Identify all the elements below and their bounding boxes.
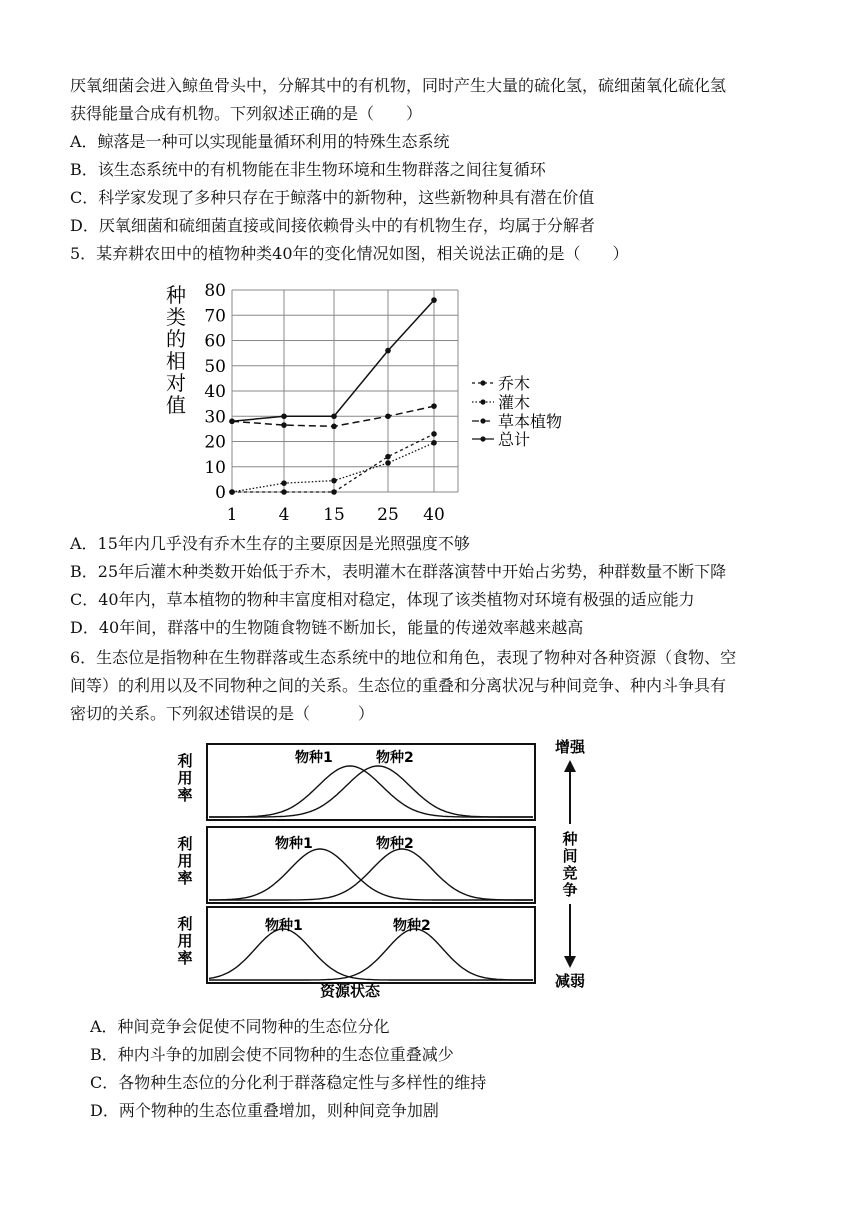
arrow-mid-label-char: 竞 xyxy=(562,864,578,882)
q4-option-c: C．科学家发现了多种只存在于鲸落中的新物种，这些新物种具有潜在价值 xyxy=(70,188,595,207)
x-tick-label: 1 xyxy=(226,505,238,525)
arrow-mid-label-char: 间 xyxy=(562,847,578,865)
competition-arrow xyxy=(555,738,586,990)
legend-label: 灌木 xyxy=(498,393,531,412)
q5-option-c: C．40年内，草本植物的物种丰富度相对稳定，体现了该类植物对环境有极强的适应能力 xyxy=(70,590,695,609)
arrow-up-head xyxy=(564,760,576,772)
data-point xyxy=(385,460,391,466)
y-axis-label-char: 用 xyxy=(177,769,193,787)
chart-y-axis-label xyxy=(166,283,186,417)
y-axis-label-char: 的 xyxy=(166,327,186,351)
data-point xyxy=(229,419,235,425)
arrow-down-head xyxy=(564,956,576,968)
legend-label: 乔木 xyxy=(498,374,531,393)
q6-stem-line-3: 密切的关系。下列叙述错误的是（ ） xyxy=(70,704,375,723)
data-point xyxy=(431,440,437,446)
legend-marker xyxy=(480,399,485,404)
chart-series xyxy=(229,297,437,495)
y-axis-label-char: 率 xyxy=(177,869,193,887)
y-tick-label: 10 xyxy=(204,457,226,478)
y-axis-label-char: 用 xyxy=(177,932,193,950)
y-tick-label: 80 xyxy=(204,281,226,301)
x-tick-label: 4 xyxy=(278,505,290,525)
y-tick-label: 30 xyxy=(204,407,226,428)
data-point xyxy=(229,489,235,495)
data-point xyxy=(281,422,287,428)
q4-stem-line-1: 厌氧细菌会进入鲸鱼骨头中，分解其中的有机物，同时产生大量的硫化氢，硫细菌氧化硫化氢 xyxy=(70,76,727,95)
niche-panel-frame xyxy=(207,744,535,820)
y-axis-label-char: 率 xyxy=(177,786,193,804)
y-axis-label-char: 相 xyxy=(166,349,186,373)
y-axis-label-char: 值 xyxy=(166,393,186,417)
series-line-2 xyxy=(232,443,434,492)
legend-marker xyxy=(480,418,485,423)
q6-option-a: A．种间竞争会促使不同物种的生态位分化 xyxy=(90,1017,390,1036)
utilization-curve-species-2 xyxy=(209,766,533,817)
niche-panel-frame xyxy=(207,827,535,903)
niche-panels xyxy=(176,744,535,983)
q5-stem: 5．某弃耕农田中的植物种类40年的变化情况如图，相关说法正确的是（ ） xyxy=(70,244,629,263)
q4-option-d: D．厌氧细菌和硫细菌直接或间接依赖骨头中的有机物生存，均属于分解者 xyxy=(70,216,595,235)
chart-y-ticks xyxy=(204,281,226,503)
niche-overlap-diagram xyxy=(165,734,610,1004)
y-tick-label: 50 xyxy=(204,356,226,377)
utilization-curve-species-1 xyxy=(209,849,533,900)
y-axis-label-char: 类 xyxy=(166,305,186,329)
y-axis-label-char: 种 xyxy=(166,283,186,307)
chart-legend xyxy=(472,374,562,449)
y-axis-label-char: 对 xyxy=(166,371,186,395)
q6-stem-line-2: 间等）的利用以及不同物种之间的关系。生态位的重叠和分离状况与种间竞争、种内斗争具有 xyxy=(70,676,727,695)
plant-species-line-chart xyxy=(160,272,600,528)
utilization-curve-species-1 xyxy=(209,929,533,980)
chart-grid xyxy=(232,290,458,492)
x-tick-label: 25 xyxy=(377,505,399,525)
y-tick-label: 0 xyxy=(215,483,226,503)
arrow-top-label: 增强 xyxy=(554,738,586,756)
species1-label: 物种1 xyxy=(275,836,313,852)
y-axis-label-char: 率 xyxy=(177,949,193,967)
species1-label: 物种1 xyxy=(265,918,303,934)
q4-stem-line-2: 获得能量合成有机物。下列叙述正确的是（ ） xyxy=(70,104,423,123)
data-point xyxy=(431,297,437,303)
y-axis-label-char: 利 xyxy=(177,915,193,933)
y-tick-label: 70 xyxy=(204,306,226,327)
data-point xyxy=(385,348,391,354)
data-point xyxy=(331,489,337,495)
data-point xyxy=(281,413,287,419)
q6-option-c: C．各物种生态位的分化利于群落稳定性与多样性的维持 xyxy=(90,1073,487,1092)
q6-option-d: D．两个物种的生态位重叠增加，则种间竞争加剧 xyxy=(90,1101,439,1120)
q6-stem-line-1: 6．生态位是指物种在生物群落或生态系统中的地位和角色，表现了物种对各种资源（食物、空 xyxy=(70,648,737,667)
q6-option-b: B．种内斗争的加剧会使不同物种的生态位重叠减少 xyxy=(90,1045,454,1064)
legend-label: 总计 xyxy=(498,430,531,449)
q5-option-a: A．15年内几乎没有乔木生存的主要原因是光照强度不够 xyxy=(70,534,470,553)
data-point xyxy=(431,403,437,409)
species2-label: 物种2 xyxy=(376,836,414,852)
data-point xyxy=(385,454,391,460)
data-point xyxy=(281,489,287,495)
x-tick-label: 15 xyxy=(323,505,345,525)
y-axis-label-char: 利 xyxy=(177,752,193,770)
species2-label: 物种2 xyxy=(376,750,414,766)
q5-option-d: D．40年间，群落中的生物随食物链不断加长，能量的传递效率越来越高 xyxy=(70,618,584,637)
utilization-curve-species-2 xyxy=(209,849,533,900)
data-point xyxy=(331,424,337,430)
data-point xyxy=(431,431,437,437)
data-point xyxy=(331,413,337,419)
legend-marker xyxy=(480,436,485,441)
data-point xyxy=(331,478,337,484)
y-axis-label-char: 用 xyxy=(177,852,193,870)
series-line-4 xyxy=(232,300,434,421)
data-point xyxy=(281,480,287,486)
y-tick-label: 40 xyxy=(204,382,226,402)
y-axis-label-char: 利 xyxy=(177,835,193,853)
legend-marker xyxy=(480,380,485,385)
species2-label: 物种2 xyxy=(393,918,431,934)
niche-x-axis-label: 资源状态 xyxy=(319,982,381,1000)
q4-option-b: B．该生态系统中的有机物能在非生物环境和生物群落之间往复循环 xyxy=(70,160,546,179)
series-line-1 xyxy=(232,434,434,492)
arrow-bottom-label: 减弱 xyxy=(554,972,586,990)
x-tick-label: 40 xyxy=(423,505,445,525)
species1-label: 物种1 xyxy=(295,750,333,766)
utilization-curve-species-1 xyxy=(209,766,533,817)
q4-option-a: A．鲸落是一种可以实现能量循环利用的特殊生态系统 xyxy=(70,132,450,151)
niche-panel-frame xyxy=(207,907,535,983)
q5-option-b: B．25年后灌木种类数开始低于乔木，表明灌木在群落演替中开始占劣势，种群数量不断下降 xyxy=(70,562,727,581)
chart-x-ticks xyxy=(227,505,445,525)
arrow-mid-label-char: 种 xyxy=(562,830,578,848)
utilization-curve-species-2 xyxy=(209,929,533,980)
y-tick-label: 20 xyxy=(204,432,226,453)
y-tick-label: 60 xyxy=(204,331,226,352)
legend-label: 草本植物 xyxy=(498,412,563,431)
data-point xyxy=(385,413,391,419)
arrow-mid-label-char: 争 xyxy=(562,881,578,899)
